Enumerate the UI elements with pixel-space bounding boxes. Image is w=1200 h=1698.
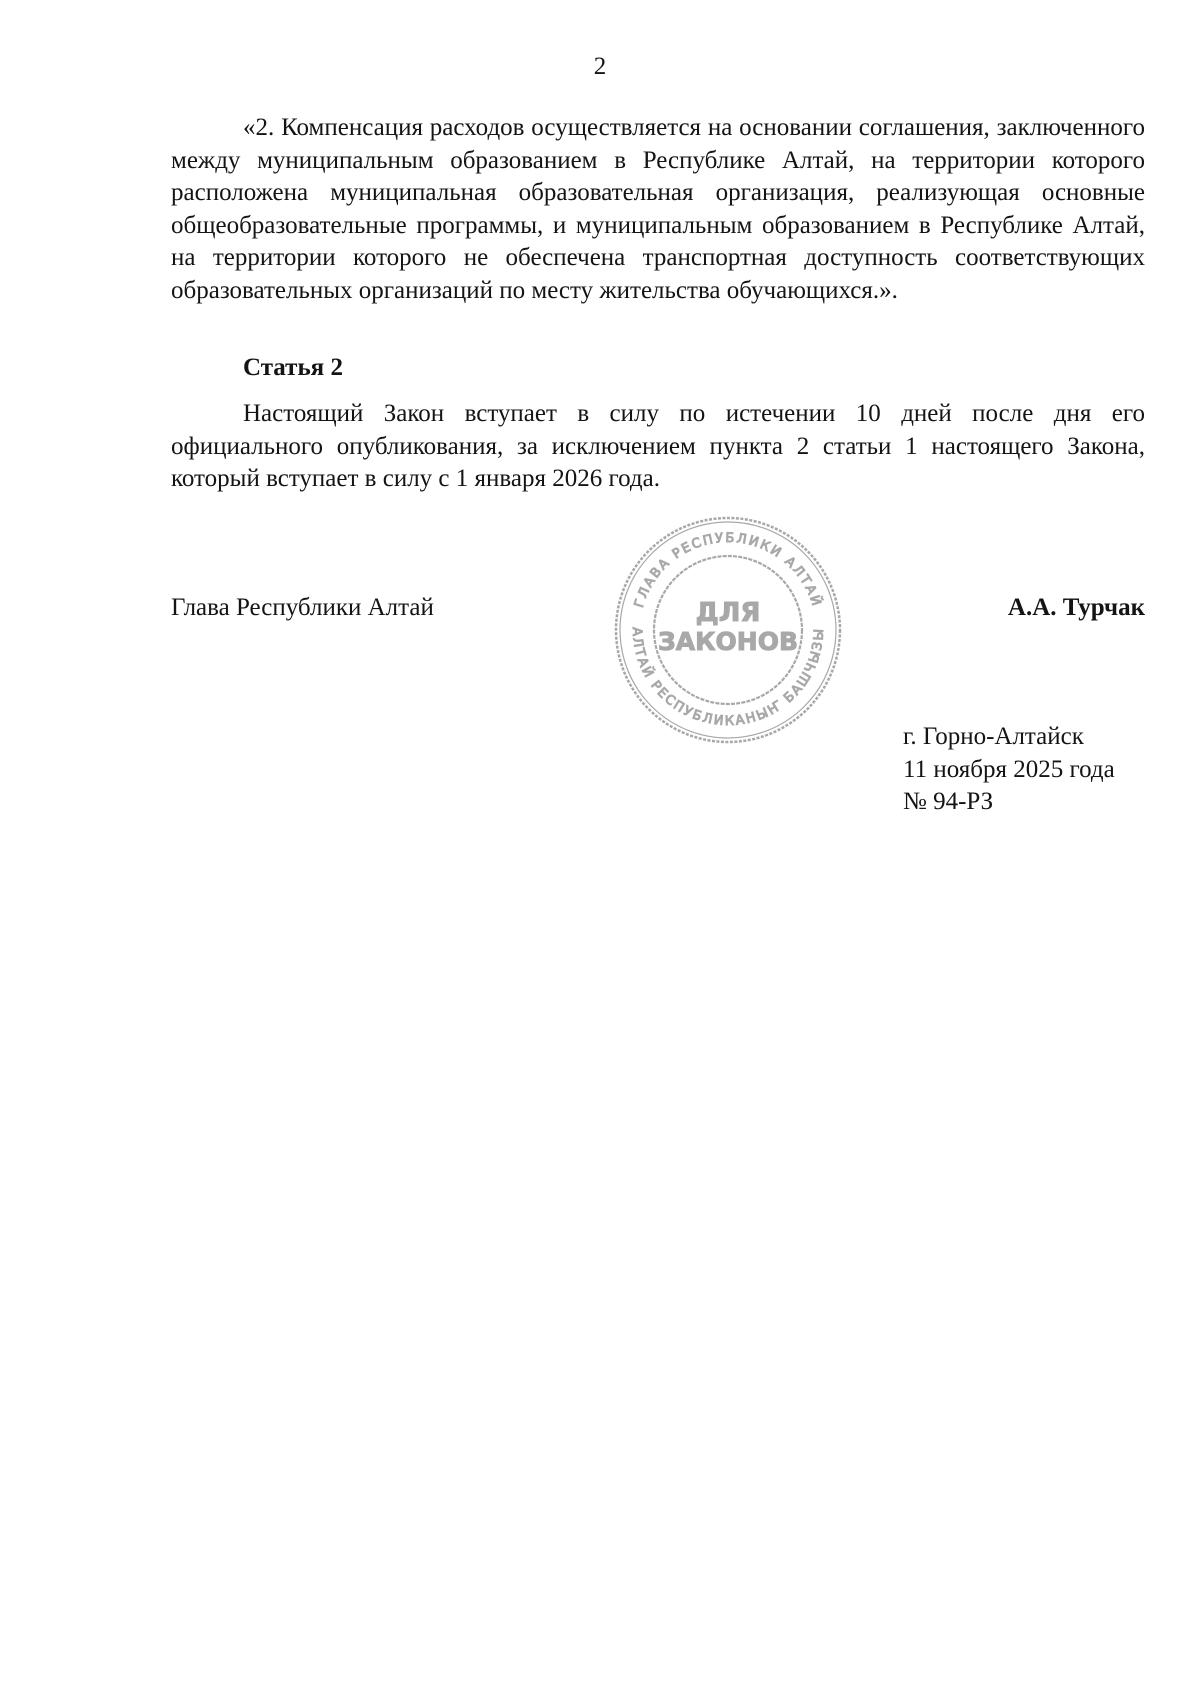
- signature-role: Глава Республики Алтай: [171, 594, 434, 621]
- clause-paragraph: «2. Компенсация расходов осуществляется на основании соглашения, заключенного между муниципальным образованием в Республике Алтай, на территории которого расположена муниципальная образовательная организация, реализующая основные общеобразовательные программы, и муниципальным образованием в Республике Алтай, на территории которого не обеспечена транспортная доступность соответствующих образовательных организаций по месту жительства обучающихся.».: [171, 114, 1145, 304]
- seal-center-line1: ДЛЯ: [695, 598, 761, 628]
- footer-date: 11 ноября 2025 года: [903, 755, 1115, 783]
- official-seal: [608, 510, 848, 750]
- signature-name: А.А. Турчак: [1007, 594, 1145, 621]
- article-heading: Статья 2: [243, 354, 343, 381]
- seal-top-arc-text: ГЛАВА РЕСПУБЛИКИ АЛТАЙ: [632, 530, 824, 610]
- footer-number: № 94-РЗ: [903, 788, 994, 815]
- seal-center-line2: ЗАКОНОВ: [657, 627, 799, 656]
- seal-bottom-arc-text: АЛТАЙ РЕСПУБЛИКАНЫҤ БАШЧЫЗЫ: [628, 626, 828, 730]
- footer-city: г. Горно-Алтайск: [903, 723, 1084, 750]
- page-number: 2: [593, 53, 607, 80]
- article1-clause2-text: [171, 112, 1145, 307]
- article2-text: [171, 398, 1145, 496]
- article2-paragraph: Настоящий Закон вступает в силу по истечении 10 дней после дня его официального опубликования, за исключением пункта 2 статьи 1 настоящего Закона, который вступает в силу с 1 января 2026 года.: [171, 400, 1145, 492]
- footer-block: [903, 721, 1115, 819]
